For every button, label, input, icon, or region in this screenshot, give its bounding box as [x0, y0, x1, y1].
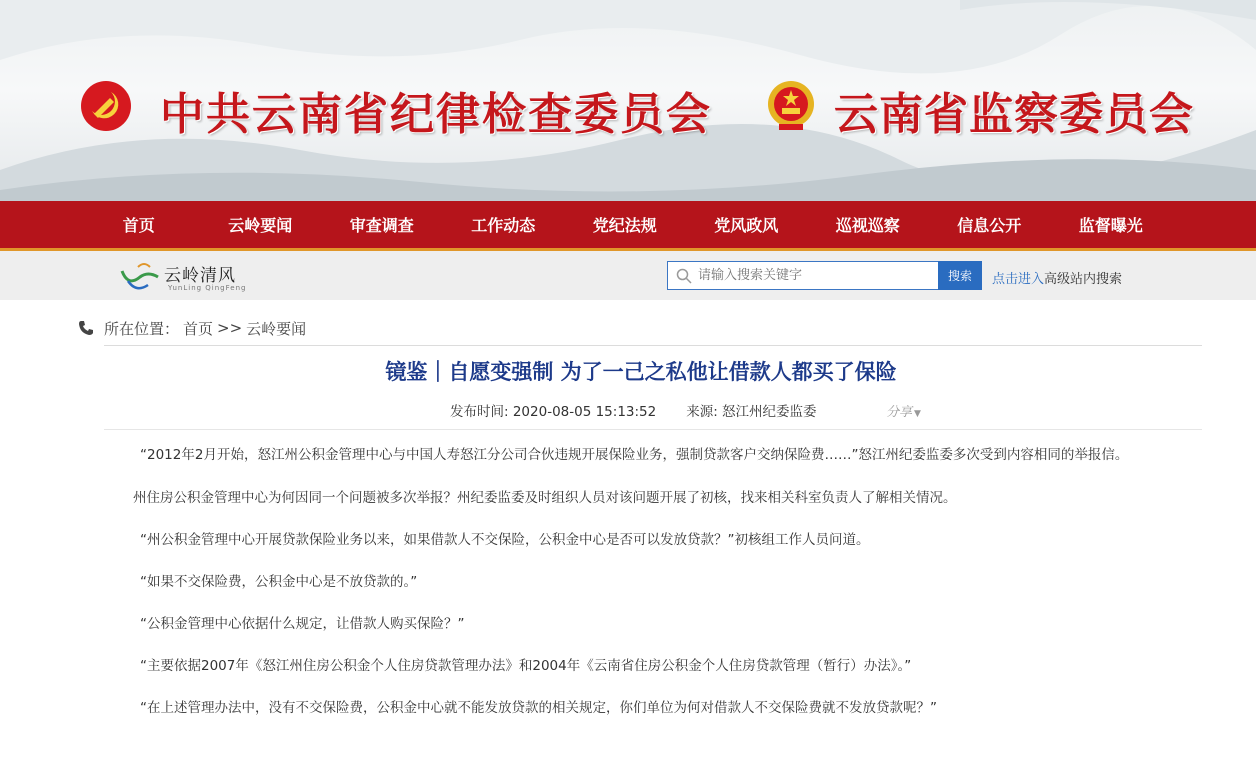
nav-item-yunling-news[interactable]: 云岭要闻 — [228, 216, 293, 235]
breadcrumb-home[interactable]: 首页 — [183, 319, 214, 338]
search-button[interactable]: 搜索 — [938, 261, 982, 290]
search-input[interactable] — [692, 263, 938, 289]
advanced-search-label: 高级站内搜索 — [1044, 272, 1123, 287]
nav-item-inspection[interactable]: 巡视巡察 — [835, 216, 900, 235]
nav-item-work-updates[interactable]: 工作动态 — [471, 216, 536, 235]
article-paragraph: “如果不交保险费，公积金中心是不放贷款的。” — [140, 574, 418, 590]
article-paragraph: “公积金管理中心依据什么规定，让借款人购买保险？” — [140, 616, 465, 632]
breadcrumb-separator: >> — [217, 319, 243, 337]
advanced-search-click[interactable]: 点击进入 — [992, 272, 1045, 287]
nav-item-conduct[interactable]: 党风政风 — [714, 216, 779, 235]
advanced-search-link[interactable] — [992, 268, 1122, 287]
party-emblem-icon — [80, 80, 132, 132]
national-emblem-icon — [766, 78, 816, 132]
publish-time: 发布时间: 2020-08-05 15:13:52 — [450, 404, 657, 420]
nav-item-info-disclosure[interactable]: 信息公开 — [957, 216, 1022, 235]
header-banner — [0, 0, 1256, 201]
breadcrumb — [78, 314, 310, 342]
article-meta — [450, 400, 817, 420]
search-field — [667, 261, 939, 290]
nav-item-home[interactable]: 首页 — [122, 216, 155, 235]
cloud-logo-icon — [118, 259, 164, 293]
search-bar — [0, 251, 1256, 300]
banner-title-left: 中共云南省纪律检查委员会 — [160, 89, 712, 140]
logo-subtext: YunLing QingFeng — [168, 284, 247, 292]
article-body — [105, 443, 1175, 738]
site-logo[interactable] — [118, 259, 268, 295]
share-button[interactable] — [886, 401, 921, 420]
breadcrumb-current[interactable]: 云岭要闻 — [246, 319, 307, 338]
logo-text: 云岭清风 — [164, 266, 236, 286]
nav-item-regulations[interactable]: 党纪法规 — [592, 216, 657, 235]
main-nav — [0, 201, 1256, 251]
breadcrumb-label: 所在位置： — [104, 319, 180, 338]
article-paragraph: “在上述管理办法中，没有不交保险费，公积金中心就不能发放贷款的相关规定，你们单位为何对借款人不交保险费就不发放贷款呢？” — [140, 700, 937, 716]
article-source: 来源: 怒江州纪委监委 — [686, 404, 817, 420]
nav-item-investigation[interactable]: 审查调查 — [349, 216, 414, 235]
nav-item-exposure[interactable]: 监督曝光 — [1078, 216, 1143, 235]
article-paragraph: “州公积金管理中心开展贷款保险业务以来，如果借款人不交保险，公积金中心是否可以发放贷款？”初核组工作人员问道。 — [140, 532, 870, 548]
article-paragraph: 州住房公积金管理中心为何因同一个问题被多次举报？州纪委监委及时组织人员对该问题开展了初核，找来相关科室负责人了解相关情况。 — [133, 490, 957, 506]
article-paragraph: “2012年2月开始，怒江州公积金管理中心与中国人寿怒江分公司合伙违规开展保险业务，强制贷款客户交纳保险费……”怒江州纪委监委多次受到内容相同的举报信。 — [140, 447, 1129, 463]
divider — [104, 345, 1202, 346]
share-label: 分享 — [886, 405, 913, 420]
divider — [104, 429, 1202, 430]
location-phone-icon — [78, 320, 94, 336]
article-title: 镜鉴｜自愿变强制 为了一己之私他让借款人都买了保险 — [385, 360, 897, 384]
search-icon — [676, 268, 692, 284]
caret-down-icon: ▼ — [914, 409, 921, 419]
article-paragraph: “主要依据2007年《怒江州住房公积金个人住房贷款管理办法》和2004年《云南省住房公积金个人住房贷款管理（暂行）办法》。” — [140, 658, 912, 674]
banner-title-right: 云南省监察委员会 — [834, 89, 1194, 140]
